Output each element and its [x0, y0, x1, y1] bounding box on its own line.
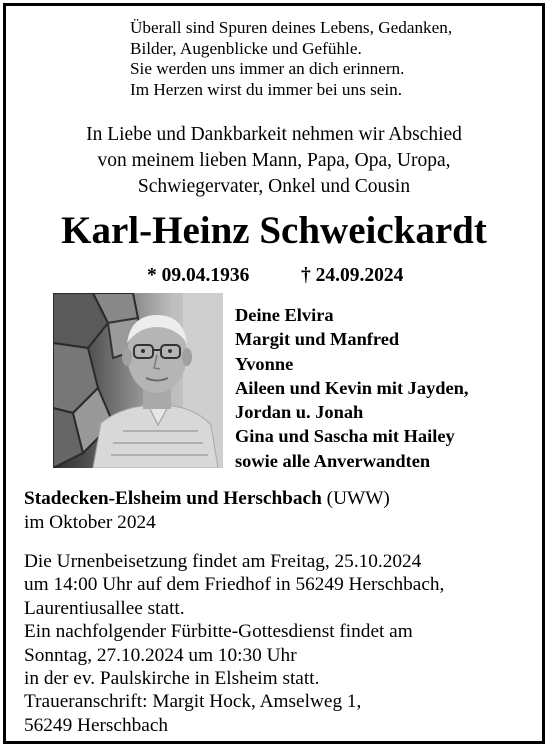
intro-line: In Liebe und Dankbarkeit nehmen wir Abschied: [86, 124, 462, 145]
intro-line: von meinem lieben Mann, Papa, Opa, Uropa,: [97, 150, 451, 171]
info-line: Ein nachfolgender Fürbitte-Gottesdienst findet am: [24, 621, 413, 643]
info-line: Die Urnenbeisetzung findet am Freitag, 25.10.2024: [24, 551, 422, 572]
mourner-line: Yvonne: [235, 353, 294, 374]
mourners-list: [235, 303, 468, 473]
info-line: Traueranschrift: Margit Hock, Amselweg 1,: [24, 691, 362, 713]
poem-line: Im Herzen wirst du immer bei uns sein.: [130, 79, 403, 99]
location-line: [24, 487, 390, 511]
funeral-info: [24, 550, 444, 737]
intro-text: [6, 122, 542, 200]
place-and-date: [24, 487, 390, 535]
poem: [130, 18, 452, 100]
deceased-name: Karl-Heinz Schweickardt: [61, 209, 487, 252]
info-line: 56249 Herschbach: [24, 714, 169, 736]
mourner-line: Gina und Sascha mit Hailey: [235, 426, 455, 447]
poem-line: Überall sind Spuren deines Lebens, Gedanken,: [130, 18, 453, 37]
obituary-notice: [3, 3, 545, 744]
portrait-photo: [53, 293, 223, 468]
mourner-line: Margit und Manfred: [235, 329, 400, 350]
location: Stadecken-Elsheim und Herschbach: [24, 488, 322, 509]
info-line: Sonntag, 27.10.2024 um 10:30 Uhr: [24, 644, 297, 666]
mourner-line: Jordan u. Jonah: [235, 402, 364, 423]
notice-date: im Oktober 2024: [24, 512, 156, 533]
death-date: † 24.09.2024: [301, 265, 404, 286]
info-line: in der ev. Paulskirche in Elsheim statt.: [24, 668, 320, 690]
birth-date: * 09.04.1936: [147, 265, 250, 286]
info-line: um 14:00 Uhr auf dem Friedhof in 56249 Herschbach,: [24, 574, 445, 596]
mourner-line: Deine Elvira: [235, 305, 334, 325]
location-suffix: (UWW): [321, 488, 390, 509]
portrait-image: [53, 293, 223, 468]
intro-line: Schwiegervater, Onkel und Cousin: [137, 176, 411, 197]
poem-line: Sie werden uns immer an dich erinnern.: [130, 59, 405, 78]
info-line: Laurentiusallee statt.: [24, 597, 185, 619]
poem-line: Bilder, Augenblicke und Gefühle.: [130, 38, 362, 58]
mourner-line: Aileen und Kevin mit Jayden,: [235, 377, 469, 398]
mourner-line: sowie alle Anverwandten: [235, 450, 431, 471]
